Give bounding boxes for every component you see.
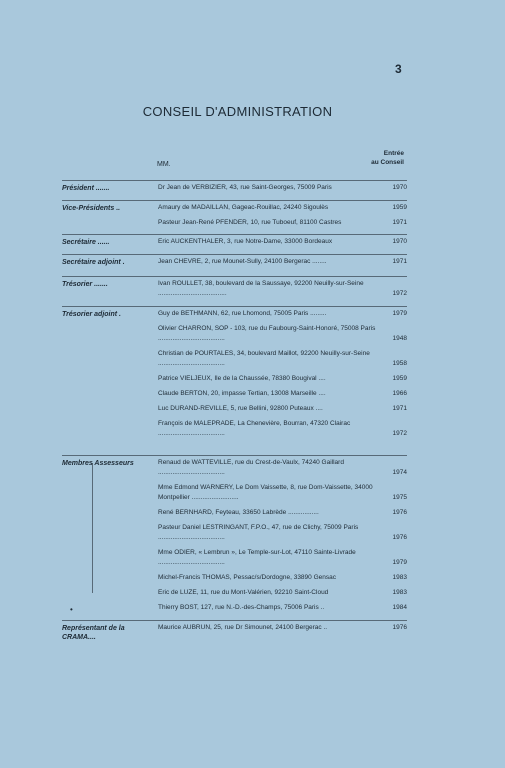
member-list xyxy=(158,277,407,299)
member-entry xyxy=(158,389,407,399)
board-section xyxy=(62,200,407,233)
entry-year: 1972 xyxy=(392,290,407,297)
member-entry xyxy=(158,257,407,267)
board-section xyxy=(62,620,407,641)
member-entry xyxy=(158,458,407,478)
entree-header xyxy=(360,149,404,167)
entry-year: 1959 xyxy=(392,375,407,382)
member-address: Maurice AUBRUN, 25, rue Dr Simounet, 24100 Bergerac .. xyxy=(158,624,328,631)
member-entry xyxy=(158,309,407,319)
member-address: Patrice VIELJEUX, Ile de la Chaussée, 78380 Bougival .... xyxy=(158,375,326,382)
board-section xyxy=(62,276,407,304)
member-address: Amaury de MADAILLAN, Gageac-Rouillac, 24240 Sigoulès xyxy=(158,204,329,211)
member-list xyxy=(158,235,407,247)
member-entry xyxy=(158,523,407,543)
au-conseil-label: au Conseil xyxy=(371,159,404,166)
member-list xyxy=(158,621,407,633)
entry-year: 1959 xyxy=(392,204,407,211)
member-address: Dr Jean de VERBIZIER, 43, rue Saint-Georges, 75009 Paris xyxy=(158,184,332,191)
member-list xyxy=(158,181,407,193)
member-entry xyxy=(158,374,407,384)
role-label: Vice-Présidents .. xyxy=(62,205,121,212)
member-address: Olivier CHARRON, SOP - 103, rue du Faubourg-Saint-Honoré, 75008 Paris ..................................... xyxy=(158,325,376,342)
entry-year: 1966 xyxy=(392,390,407,397)
member-address: Ivan ROULLET, 38, boulevard de la Saussaye, 92200 Neuilly-sur-Seine ...................................... xyxy=(158,280,364,297)
role-label: Membres Assesseurs xyxy=(62,460,134,467)
member-address: Christian de POURTALES, 34, boulevard Maillot, 92200 Neuilly-sur-Seine ..................................... xyxy=(158,350,370,367)
role-label: Secrétaire ...... xyxy=(62,239,110,246)
member-entry xyxy=(158,548,407,568)
member-entry xyxy=(158,508,407,518)
member-address: François de MALEPRADE, La Chenevière, Bourran, 47320 Clairac ..................................... xyxy=(158,420,351,437)
member-list xyxy=(158,201,407,228)
member-entry xyxy=(158,404,407,414)
member-address: Mme ODIER, « Lembrun », Le Temple-sur-Lot, 47110 Sainte-Livrade ..................................... xyxy=(158,549,356,566)
entry-year: 1979 xyxy=(392,559,407,566)
entry-year: 1974 xyxy=(392,469,407,476)
entry-year: 1976 xyxy=(392,534,407,541)
entry-year: 1971 xyxy=(392,219,407,226)
entry-year: 1948 xyxy=(392,335,407,342)
board-section xyxy=(62,306,407,444)
member-entry xyxy=(158,183,407,193)
member-entry xyxy=(158,588,407,598)
member-entry xyxy=(158,603,407,613)
board-section xyxy=(62,180,407,198)
member-entry xyxy=(158,218,407,228)
board-section xyxy=(62,455,407,618)
member-entry xyxy=(158,573,407,583)
member-entry xyxy=(158,324,407,344)
member-address: Pasteur Daniel LESTRINGANT, F.P.O., 47, rue de Clichy, 75009 Paris ..................................... xyxy=(158,524,359,541)
member-entry xyxy=(158,203,407,213)
member-entry xyxy=(158,237,407,247)
entry-year: 1970 xyxy=(392,184,407,191)
entry-year: 1971 xyxy=(392,405,407,412)
board-section xyxy=(62,234,407,252)
member-address: Pasteur Jean-René PFENDER, 10, rue Tuboeuf, 81100 Castres xyxy=(158,219,342,226)
member-entry xyxy=(158,483,407,503)
member-address: Jean CHEVRE, 2, rue Mounet-Sully, 24100 Bergerac ........ xyxy=(158,258,327,265)
member-address: Luc DURAND-REVILLE, 5, rue Bellini, 92800 Puteaux .... xyxy=(158,405,323,412)
member-address: Mme Edmond WARNERY, Le Dom Vaissette, 8, rue Dom-Vaissette, 34000 Montpellier .......................... xyxy=(158,484,373,501)
role-label: Trésorier adjoint . xyxy=(62,311,121,318)
member-entry xyxy=(158,419,407,439)
role-label: Président ....... xyxy=(62,185,110,192)
role-label: Secrétaire adjoint . xyxy=(62,259,125,266)
entry-year: 1979 xyxy=(392,310,407,317)
member-address: Guy de BETHMANN, 62, rue Lhomond, 75005 Paris ......... xyxy=(158,310,327,317)
entry-year: 1983 xyxy=(392,589,407,596)
member-list xyxy=(158,456,407,613)
margin-mark: • xyxy=(70,605,73,614)
member-address: René BERNHARD, Feyteau, 33650 Labrède ................. xyxy=(158,509,319,516)
entry-year: 1976 xyxy=(392,509,407,516)
member-address: Michel-Francis THOMAS, Pessac/s/Dordogne, 33890 Gensac xyxy=(158,574,336,581)
entry-year: 1958 xyxy=(392,360,407,367)
entry-year: 1983 xyxy=(392,574,407,581)
member-list xyxy=(158,255,407,267)
member-address: Eric de LUZE, 11, rue du Mont-Valérien, 92210 Saint-Cloud xyxy=(158,589,329,596)
entry-year: 1984 xyxy=(392,604,407,611)
page-number: 3 xyxy=(395,62,402,76)
entry-year: 1971 xyxy=(392,258,407,265)
member-address: Claude BERTON, 20, impasse Tertian, 13008 Marseille .... xyxy=(158,390,326,397)
role-label: Représentant de la CRAMA.... xyxy=(62,625,125,641)
role-label: Trésorier ....... xyxy=(62,281,108,288)
entry-year: 1972 xyxy=(392,430,407,437)
member-address: Renaud de WATTEVILLE, rue du Crest-de-Vaulx, 74240 Gaillard ..................................... xyxy=(158,459,344,476)
member-list xyxy=(158,307,407,439)
member-address: Thierry BOST, 127, rue N.-D.-des-Champs, 75006 Paris .. xyxy=(158,604,325,611)
entree-label: Entrée xyxy=(383,150,404,157)
entry-year: 1975 xyxy=(392,494,407,501)
entry-year: 1976 xyxy=(392,624,407,631)
member-entry xyxy=(158,279,407,299)
board-section xyxy=(62,254,407,272)
member-entry xyxy=(158,349,407,369)
member-entry xyxy=(158,623,407,633)
entry-year: 1970 xyxy=(392,238,407,245)
member-address: Eric AUCKENTHALER, 3, rue Notre-Dame, 33000 Bordeaux xyxy=(158,238,333,245)
page-title: CONSEIL D'ADMINISTRATION xyxy=(142,104,333,119)
mm-label: MM. xyxy=(157,161,171,168)
